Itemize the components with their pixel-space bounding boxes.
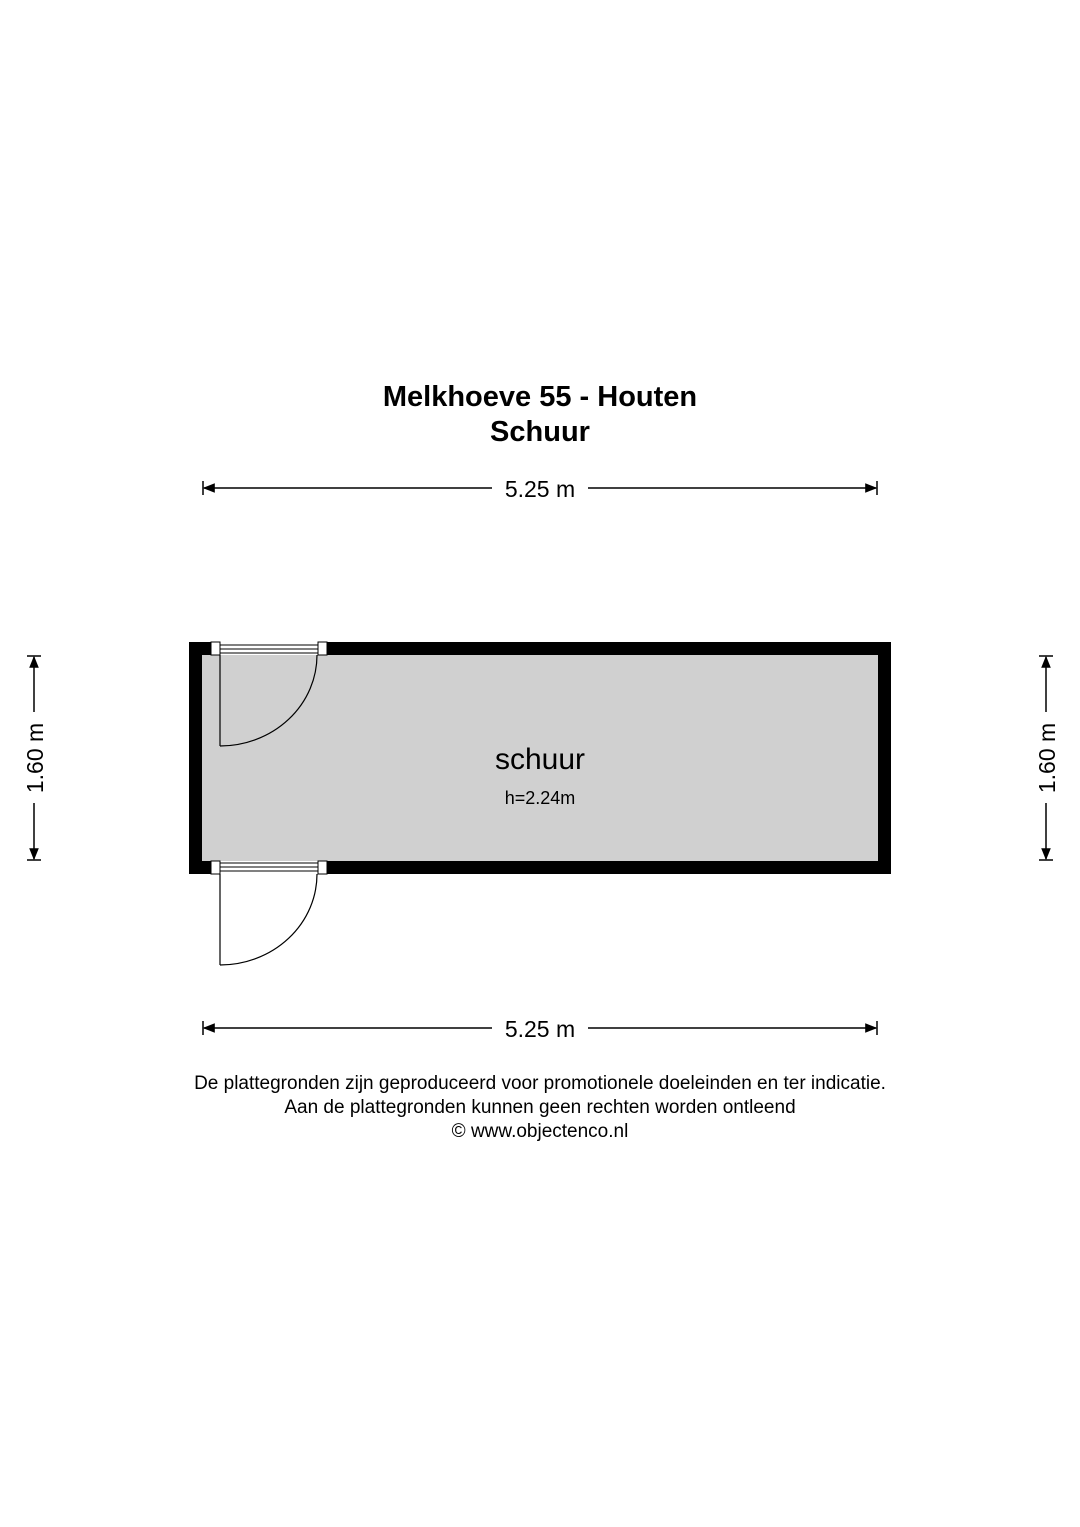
plan-title-address: Melkhoeve 55 - Houten: [382, 381, 698, 413]
dimension-bottom: [203, 1016, 877, 1042]
room-name-label: schuur: [494, 743, 586, 776]
wall-left: [189, 642, 202, 874]
disclaimer-line-1: De plattegronden zijn geproduceerd voor promotionele doeleinden en ter indicatie.: [194, 1073, 886, 1094]
disclaimer-line-2: Aan de plattegronden kunnen geen rechten worden ontleend: [284, 1097, 796, 1118]
dimension-right: [1034, 656, 1060, 860]
wall-bottom-segment: [327, 861, 878, 874]
dimension-label-width-bottom: 5.25 m: [504, 1016, 576, 1042]
dimension-top: [203, 476, 877, 502]
plan-title-floor: Schuur: [490, 416, 590, 448]
dimension-label-width-top: 5.25 m: [504, 476, 576, 502]
dimension-label-depth-left: 1.60 m: [22, 722, 48, 794]
door-frame-right: [318, 642, 327, 655]
dimension-left: [22, 656, 48, 860]
copyright-line: © www.objectenco.nl: [451, 1121, 629, 1142]
wall-bottom-segment: [202, 861, 211, 874]
dimension-label-depth-right: 1.60 m: [1034, 722, 1060, 794]
room-height-label: h=2.24m: [504, 788, 576, 808]
wall-top-segment: [202, 642, 211, 655]
wall-top-segment: [327, 642, 878, 655]
door-frame-left: [211, 642, 220, 655]
door-frame-left: [211, 861, 220, 874]
door-frame-right: [318, 861, 327, 874]
door-bottom: [211, 861, 327, 965]
door-swing-arc: [220, 874, 317, 965]
wall-right: [878, 642, 891, 874]
